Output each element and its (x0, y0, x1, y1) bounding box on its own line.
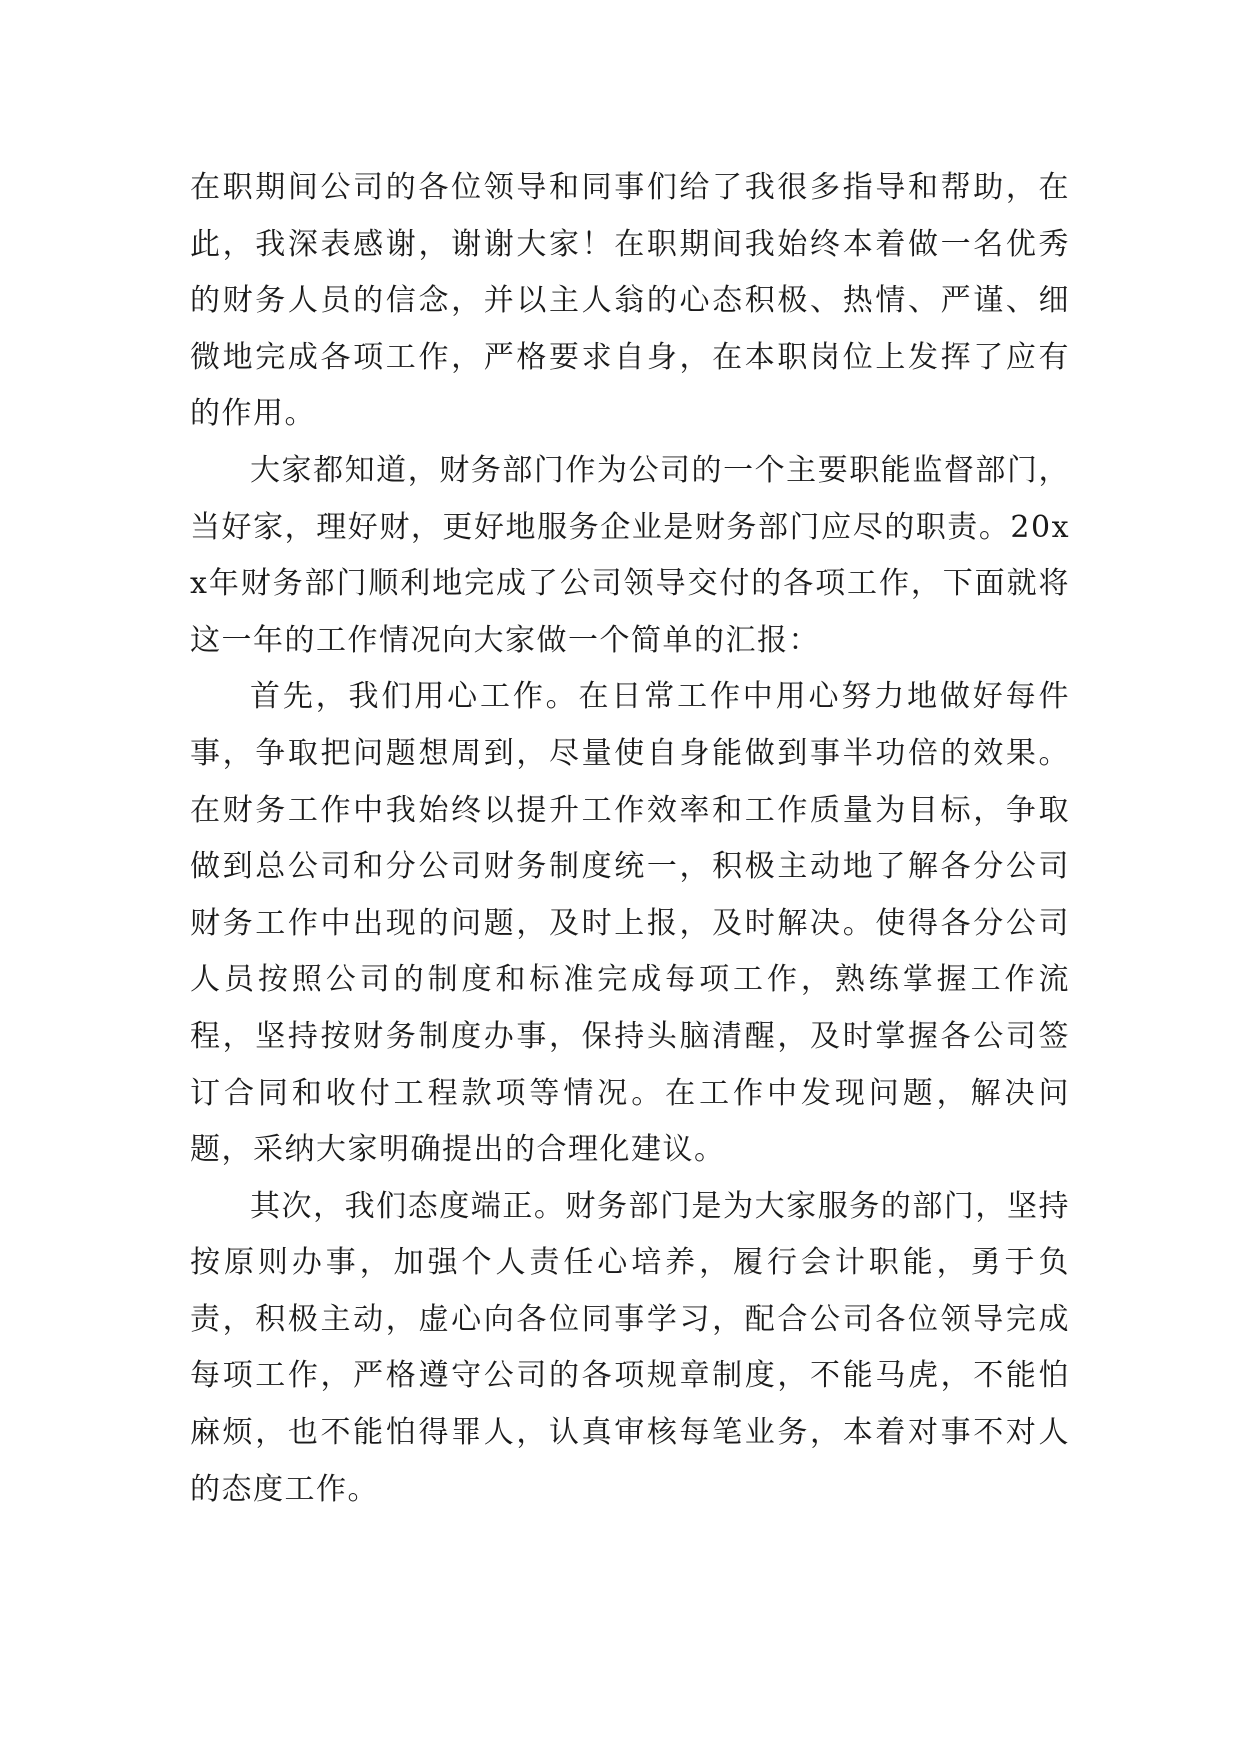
paragraph-first-diligent-work: 首先，我们用心工作。在日常工作中用心努力地做好每件事，争取把问题想周到，尽量使自身能做到事半功倍的效果。在财务工作中我始终以提升工作效率和工作质量为目标，争取做到总公司和分公司财务制度统一，积极主动地了解各分公司财务工作中出现的问题，及时上报，及时解决。使得各分公司人员按照公司的制度和标准完成每项工作，熟练掌握工作流程，坚持按财务制度办事，保持头脑清醒，及时掌握各公司签订合同和收付工程款项等情况。在工作中发现问题，解决问题，采纳大家明确提出的合理化建议。 (190, 679, 1070, 1168)
paragraph-continuation: 在职期间公司的各位领导和同事们给了我很多指导和帮助，在此，我深表感谢，谢谢大家！在职期间我始终本着做一名优秀的财务人员的信念，并以主人翁的心态积极、热情、严谨、细微地完成各项工作，严格要求自身，在本职岗位上发挥了应有的作用。 (190, 170, 1070, 432)
paragraph-second-attitude: 其次，我们态度端正。财务部门是为大家服务的部门，坚持按原则办事，加强个人责任心培养，履行会计职能，勇于负责，积极主动，虚心向各位同事学习，配合公司各位领导完成每项工作，严格遵守公司的各项规章制度，不能马虎，不能怕麻烦，也不能怕得罪人，认真审核每笔业务，本着对事不对人的态度工作。 (190, 1188, 1070, 1507)
paragraph-finance-duties: 大家都知道，财务部门作为公司的一个主要职能监督部门，当好家，理好财，更好地服务企业是财务部门应尽的职责。20xx年财务部门顺利地完成了公司领导交付的各项工作，下面就将这一年的工作情况向大家做一个简单的汇报： (190, 452, 1070, 658)
document-body (190, 160, 1070, 1518)
